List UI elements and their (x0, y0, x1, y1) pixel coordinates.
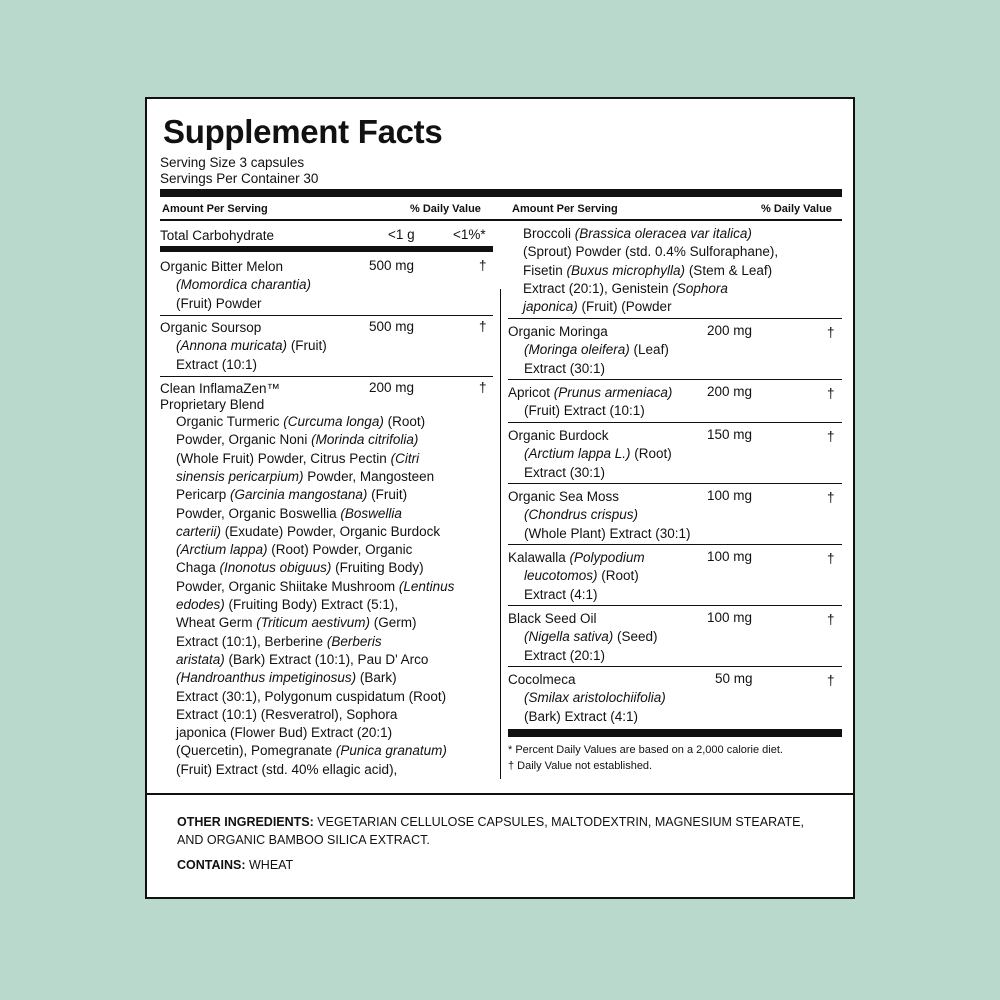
ingredient-text: (Fruit) (367, 487, 408, 503)
dagger-mark: † (827, 429, 835, 444)
ingredient-text: (Whole Plant) Extract (30:1) (524, 525, 691, 541)
ingredient-line (524, 525, 691, 543)
latin-name: (Handroanthus impetiginosus) (176, 670, 357, 686)
ingredient-text: Extract (10:1), Berberine (176, 633, 327, 649)
thick-divider (160, 189, 842, 197)
latin-name: (Sophora (672, 280, 728, 296)
ingredient-name: Organic Soursop (160, 320, 262, 335)
ingredient-text: japonica (Flower Bud) Extract (20:1) (176, 725, 393, 741)
ingredient-line (176, 688, 446, 706)
ingredient-line (176, 633, 382, 651)
latin-name: (Arctium lappa) (176, 542, 268, 558)
ingredient-text: (Root) (630, 446, 672, 462)
contains-label: CONTAINS: (177, 858, 246, 872)
latin-name: (Lentinus (398, 578, 455, 594)
ingredient-line (176, 450, 419, 468)
other-ingredients-label: OTHER INGREDIENTS: (177, 815, 314, 829)
ingredient-text: (Quercetin), Pomegranate (176, 743, 336, 759)
latin-name: (Nigella sativa) (524, 629, 614, 645)
dagger-mark: † (479, 319, 487, 334)
contains-text: WHEAT (245, 858, 294, 872)
footnote-divider (508, 729, 842, 737)
latin-name: japonica) (523, 299, 578, 315)
ingredient-line (524, 464, 605, 482)
latin-name: sinensis pericarpium) (176, 468, 304, 484)
ingredient-line (523, 280, 728, 298)
other-ingredients-text: VEGETARIAN CELLULOSE CAPSULES, MALTODEXTRIN, MAGNESIUM STEARATE, (313, 815, 804, 829)
ingredient-text: (Seed) (613, 629, 658, 645)
ingredient-line (524, 445, 672, 463)
footnote-dagger: † Daily Value not established. (508, 760, 653, 772)
ingredient-line (176, 559, 424, 577)
ingredient-line (176, 669, 397, 687)
dagger-mark: † (827, 325, 835, 340)
latin-name: (Inonotus obiguus) (219, 560, 332, 576)
row-rule (160, 376, 493, 377)
carb-divider (160, 246, 493, 252)
latin-name: leucotomos) (524, 568, 598, 584)
left-dv-header: % Daily Value (410, 203, 481, 215)
ingredient-text: (Fruit) (Powder (577, 299, 672, 315)
servings-per-container: Servings Per Container 30 (160, 171, 319, 186)
ingredient-text: Powder, Organic Noni (176, 432, 312, 448)
ingredient-line (176, 486, 407, 504)
ingredient-amount: 100 mg (707, 488, 753, 503)
latin-name: (Citri (390, 450, 420, 466)
dagger-mark: † (827, 612, 835, 627)
other-ingredients (177, 813, 804, 831)
ingredient-amount: 500 mg (369, 258, 415, 273)
ingredient-text: (Fruit) Extract (std. 40% ellagic acid), (176, 761, 398, 777)
ingredient-text: Chaga (176, 560, 220, 576)
ingredient-line (176, 724, 392, 742)
row-rule (508, 483, 842, 484)
ingredient-line (176, 413, 425, 431)
left-amount-header: Amount Per Serving (162, 203, 268, 215)
ingredient-text: (Exudate) Powder, Organic Burdock (221, 523, 441, 539)
blend-amount: 200 mg (369, 380, 415, 395)
ingredient-name: Black Seed Oil (508, 611, 597, 626)
ingredient-line (176, 614, 417, 632)
ingredient-text: Extract (30:1) (524, 464, 606, 480)
latin-name: (Morinda citrifolia) (311, 432, 419, 448)
ingredient-text: Extract (10:1) (Resveratrol), Sophora (176, 706, 398, 722)
ingredient-line (176, 523, 440, 541)
ingredient-detail: (Fruit) Powder (176, 296, 262, 311)
total-carb-amount: <1 g (388, 227, 415, 242)
ingredient-name: Organic Sea Moss (508, 489, 620, 504)
latin-name: (Polypodium (569, 550, 645, 565)
panel-title: Supplement Facts (163, 113, 443, 150)
ingredient-line (176, 578, 454, 596)
row-rule (508, 666, 842, 667)
latin-name: aristata) (176, 651, 225, 667)
latin-name: (Berberis (326, 633, 382, 649)
ingredient-text: Powder, Mangosteen (303, 468, 435, 484)
ingredient-line (523, 262, 772, 280)
ingredient-text: (Fruiting Body) Extract (5:1), (224, 597, 399, 612)
ingredient-line (176, 651, 428, 669)
ingredient-text: Extract (30:1) (524, 360, 606, 376)
dagger-mark: † (479, 380, 487, 395)
ingredient-amount: 150 mg (707, 427, 753, 442)
ingredient-detail (176, 337, 327, 355)
row-rule (508, 318, 842, 319)
ingredient-line (524, 506, 638, 524)
ingredient-text: (Bark) Extract (4:1) (524, 708, 639, 724)
ingredient-text: (Bark) Extract (10:1), Pau D' Arco (224, 651, 429, 667)
supplement-facts-panel (145, 97, 855, 899)
ingredient-text: Pericarp (176, 487, 231, 503)
latin-name: (Smilax aristolochiifolia) (524, 690, 666, 706)
row-rule (508, 544, 842, 545)
ingredient-line (524, 708, 638, 726)
ingredient-text: Extract (30:1), Polygonum cuspidatum (Root) (176, 688, 447, 704)
ingredient-amount: 100 mg (707, 610, 753, 625)
column-divider (500, 289, 501, 779)
ingredient-line (524, 647, 605, 665)
ingredient-text: Broccoli (523, 226, 575, 241)
ingredient-line (523, 225, 752, 243)
ingredient-text: (Fruiting Body) (331, 560, 424, 576)
latin-name: carterii) (176, 523, 222, 539)
row-rule (508, 422, 842, 423)
ingredient-line (524, 628, 658, 646)
ingredient-text: (Germ) (370, 615, 417, 631)
serving-size: Serving Size 3 capsules (160, 155, 305, 170)
dagger-mark: † (827, 551, 835, 566)
footnote-percent: * Percent Daily Values are based on a 2,000 calorie diet. (508, 744, 783, 756)
ingredient-detail: Extract (10:1) (176, 357, 258, 372)
latin-name: (Momordica charantia) (176, 277, 312, 292)
ingredient-line (176, 742, 447, 760)
section-separator (147, 793, 853, 795)
ingredient-line (524, 567, 639, 585)
ingredient-text: Organic Turmeric (176, 414, 284, 429)
latin-name: (Brassica oleracea var italica) (574, 226, 752, 241)
ingredient-amount: 50 mg (715, 671, 753, 686)
latin-name: (Punica granatum) (335, 743, 447, 759)
ingredient-name: Cocolmeca (508, 672, 576, 687)
latin-name: (Moringa oleifera) (524, 342, 630, 358)
ingredient-line (524, 341, 669, 359)
ingredient-name: Organic Moringa (508, 324, 608, 339)
ingredient-line (176, 541, 412, 559)
ingredient-line (524, 689, 666, 707)
ingredient-name: Organic Bitter Melon (160, 259, 284, 274)
latin-name: (Annona muricata) (176, 338, 288, 353)
ingredient-name (508, 384, 672, 402)
ingredient-line (176, 761, 397, 779)
ingredient-name: Organic Burdock (508, 428, 609, 443)
ingredient-text: (Root) (597, 568, 639, 584)
ingredient-text: (Stem & Leaf) (685, 262, 773, 278)
contains-statement (177, 856, 293, 874)
ingredient-text: (Fruit) Extract (10:1) (524, 403, 645, 419)
ingredient-amount: 200 mg (707, 323, 753, 338)
ingredient-line (524, 360, 605, 378)
ingredient-text: Wheat Germ (176, 615, 257, 631)
ingredient-name (508, 549, 645, 567)
ingredient-text: (Root) (383, 414, 426, 429)
ingredient-text: (Bark) (356, 670, 397, 686)
ingredient-text: Extract (4:1) (524, 586, 598, 602)
right-dv-header: % Daily Value (761, 203, 832, 215)
ingredient-amount: 100 mg (707, 549, 753, 564)
dagger-mark: † (827, 490, 835, 505)
ingredient-text: Fisetin (523, 262, 567, 278)
ingredient-text: Powder, Organic Shiitake Mushroom (176, 578, 399, 594)
ingredient-text: (Leaf) (629, 342, 669, 358)
ingredient-text: Extract (20:1), Genistein (523, 280, 673, 296)
ingredient-text: Apricot (508, 385, 554, 400)
ingredient-amount: 200 mg (707, 384, 753, 399)
header-rule (160, 219, 842, 221)
ingredient-text: Powder, Organic Boswellia (176, 505, 341, 521)
ingredient-text: (Sprout) Powder (std. 0.4% Sulforaphane), (523, 244, 779, 260)
right-amount-header: Amount Per Serving (512, 203, 618, 215)
ingredient-text: Kalawalla (508, 550, 570, 565)
latin-name: (Buxus microphylla) (566, 262, 686, 278)
ingredient-line (176, 706, 397, 724)
latin-name: (Garcinia mangostana) (230, 487, 368, 503)
total-carb-label: Total Carbohydrate (160, 228, 275, 243)
latin-name: (Prunus armeniaca) (553, 385, 673, 400)
ingredient-line (523, 298, 672, 316)
total-carb-dv: <1%* (453, 227, 486, 242)
ingredient-line (176, 505, 402, 523)
other-ingredients-line2: AND ORGANIC BAMBOO SILICA EXTRACT. (177, 833, 430, 847)
ingredient-line (176, 468, 434, 486)
ingredient-text: (Whole Fruit) Powder, Citrus Pectin (176, 450, 391, 466)
ingredient-line (524, 586, 598, 604)
latin-name: (Boswellia (340, 505, 402, 521)
latin-name: (Curcuma longa) (283, 414, 384, 429)
ingredient-line (523, 243, 778, 261)
row-rule (160, 315, 493, 316)
latin-name: (Arctium lappa L.) (524, 446, 631, 462)
ingredient-line (176, 431, 418, 449)
blend-name: Clean InflamaZen™ (160, 381, 281, 396)
row-rule (508, 605, 842, 606)
row-rule (508, 379, 842, 380)
ingredient-line (524, 402, 645, 420)
dagger-mark: † (827, 386, 835, 401)
latin-name: (Triticum aestivum) (256, 615, 371, 631)
dagger-mark: † (827, 673, 835, 688)
blend-name-line2: Proprietary Blend (160, 397, 265, 412)
ingredient-text: (Root) Powder, Organic (267, 542, 413, 558)
ingredient-amount: 500 mg (369, 319, 415, 334)
part-name: (Fruit) (287, 338, 327, 353)
latin-name: (Chondrus crispus) (524, 507, 639, 523)
ingredient-text: Extract (20:1) (524, 647, 606, 663)
dagger-mark: † (479, 258, 487, 273)
latin-name: edodes) (176, 597, 225, 612)
ingredient-line (176, 596, 398, 614)
